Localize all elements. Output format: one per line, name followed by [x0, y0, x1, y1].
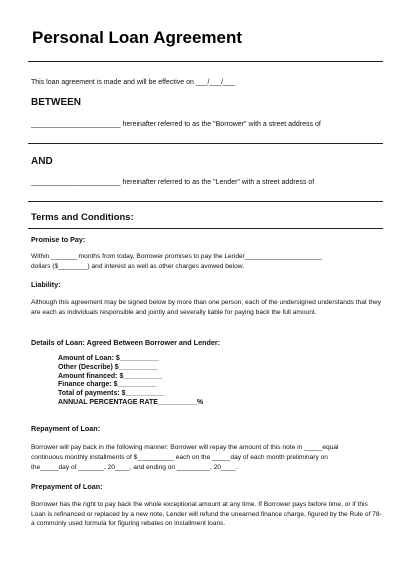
and-heading: AND — [31, 156, 53, 167]
lender-line: _______________________ hereinafter referred to as the "Lender" with a street address of — [31, 179, 315, 186]
promise-line-1: Within _______ months from today, Borrower promises to pay the Lender_____________________ — [31, 253, 322, 260]
between-heading: BETWEEN — [31, 97, 81, 108]
promise-line-2: dollars ($________) and interest as well as other charges avowed below. — [31, 263, 244, 270]
repayment-line-1: Borrower will pay back in the following manner: Borrower will repay the amount of this note in _____equal — [31, 444, 339, 451]
details-heading: Details of Loan: Agreed Between Borrower and Lender: — [31, 338, 221, 347]
repayment-line-2: continuous monthly installments of $__________ each on the _____day of each month preliminary on — [31, 454, 328, 461]
prepayment-text: Borrower has the right to pay back the whole exceptional amount at any time. If Borrower pays before time, or if this Loan is refinanced or replaced by a new note, Lender will refund the unearned finance charge, figured by the Rule of 78-a commonly used formula for figuring rebates on installment loans. — [31, 501, 382, 527]
page-title: Personal Loan Agreement — [32, 28, 243, 47]
title-divider — [28, 61, 383, 62]
amount-of-loan: Amount of Loan: $__________ — [58, 355, 159, 362]
prepayment-heading: Prepayment of Loan: — [31, 482, 103, 491]
liability-heading: Liability: — [31, 280, 61, 289]
promise-heading: Promise to Pay: — [31, 235, 86, 244]
repayment-line-3: the_____day of _______, 20____, and ending on _________, 20____. — [31, 464, 238, 471]
repayment-heading: Repayment of Loan: — [31, 424, 101, 433]
borrower-line: _______________________ hereinafter referred to as the "Borrower" with a street address of — [31, 121, 321, 128]
amount-financed: Amount financed: $__________ — [58, 372, 163, 380]
other-describe: Other (Describe) $__________ — [58, 363, 158, 371]
lender-address-line — [28, 201, 383, 202]
finance-charge: Finance charge: $__________ — [58, 381, 157, 389]
terms-heading: Terms and Conditions: — [31, 212, 134, 223]
loan-amounts-list — [58, 355, 203, 408]
terms-divider — [28, 228, 383, 229]
borrower-address-line — [28, 143, 383, 144]
annual-percentage-rate: ANNUAL PERCENTAGE RATE__________% — [58, 398, 204, 406]
total-of-payments: Total of payments: $__________ — [58, 390, 165, 398]
liability-text: Although this agreement may be signed below by more than one person, each of the undersigned understands that they are each as individuals responsible and jointly and severally liable for paying back the full amount. — [31, 299, 382, 316]
effective-date-line: This loan agreement is made and will be effective on ___/___/___ — [31, 79, 235, 86]
